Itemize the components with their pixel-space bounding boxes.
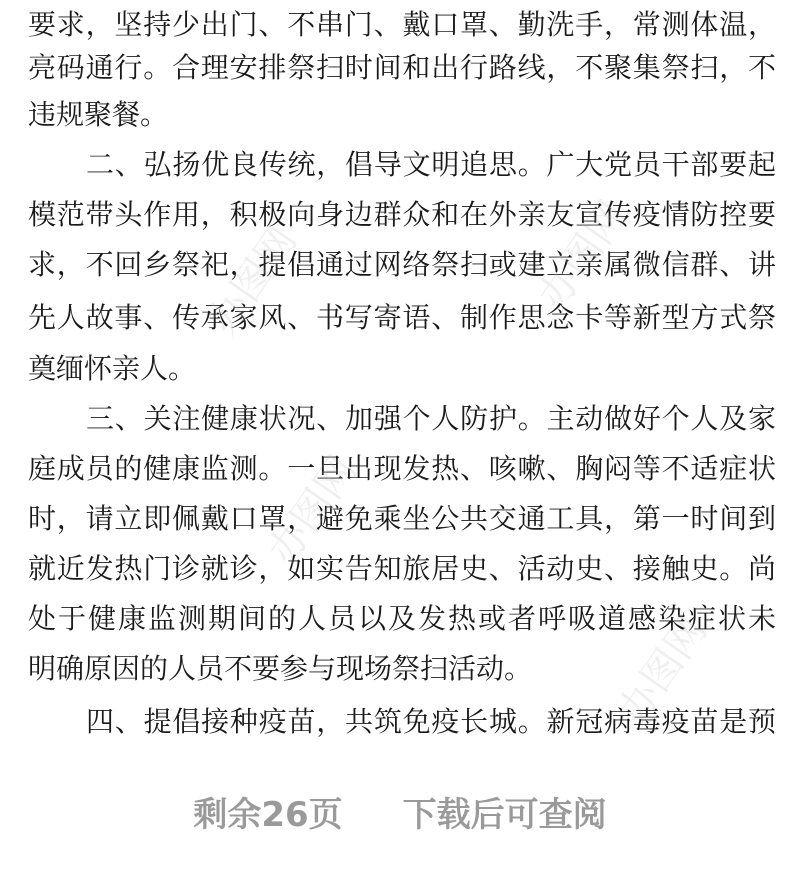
text-line-5: 模范带头作用，积极向身边群众和在外亲友宣传疫情防控要	[28, 198, 776, 231]
text-line-15: 四、提倡接种疫苗，共筑免疫长城。新冠病毒疫苗是预	[86, 705, 776, 738]
text-line-11: 时，请立即佩戴口罩，避免乘坐公共交通工具，第一时间到	[28, 502, 776, 535]
text-line-9: 三、关注健康状况、加强个人防护。主动做好个人及家	[86, 402, 776, 435]
text-line-3: 违规聚餐。	[28, 98, 169, 131]
download-prompt[interactable]	[0, 790, 800, 840]
text-line-4: 二、弘扬优良传统，倡导文明追思。广大党员干部要起	[86, 148, 776, 181]
text-line-6: 求，不回乡祭祀，提倡通过网络祭扫或建立亲属微信群、讲	[28, 248, 776, 281]
text-line-2: 亮码通行。合理安排祭扫时间和出行路线，不聚集祭扫，不	[28, 51, 776, 84]
watermark-text: 办图网	[259, 448, 367, 573]
watermark-text: 办图网	[609, 608, 717, 733]
remaining-pages-label: 剩余26页	[193, 795, 343, 835]
text-line-8: 奠缅怀亲人。	[28, 352, 197, 385]
text-line-7: 先人故事、传承家风、书写寄语、制作思念卡等新型方式祭	[28, 301, 776, 334]
watermark-text: 办图网	[529, 193, 637, 318]
watermark-text: 办图网	[199, 218, 307, 343]
text-line-14: 明确原因的人员不要参与现场祭扫活动。	[28, 652, 533, 685]
text-line-10: 庭成员的健康监测。一旦出现发热、咳嗽、胸闷等不适症状	[28, 452, 776, 485]
download-to-view-label: 下载后可查阅	[402, 795, 607, 835]
text-line-12: 就近发热门诊就诊，如实告知旅居史、活动史、接触史。尚	[28, 552, 776, 585]
text-line-13: 处于健康监测期间的人员以及发热或者呼吸道感染症状未	[28, 602, 776, 635]
text-line-1: 要求，坚持少出门、不串门、戴口罩、勤洗手，常测体温，	[28, 8, 776, 41]
